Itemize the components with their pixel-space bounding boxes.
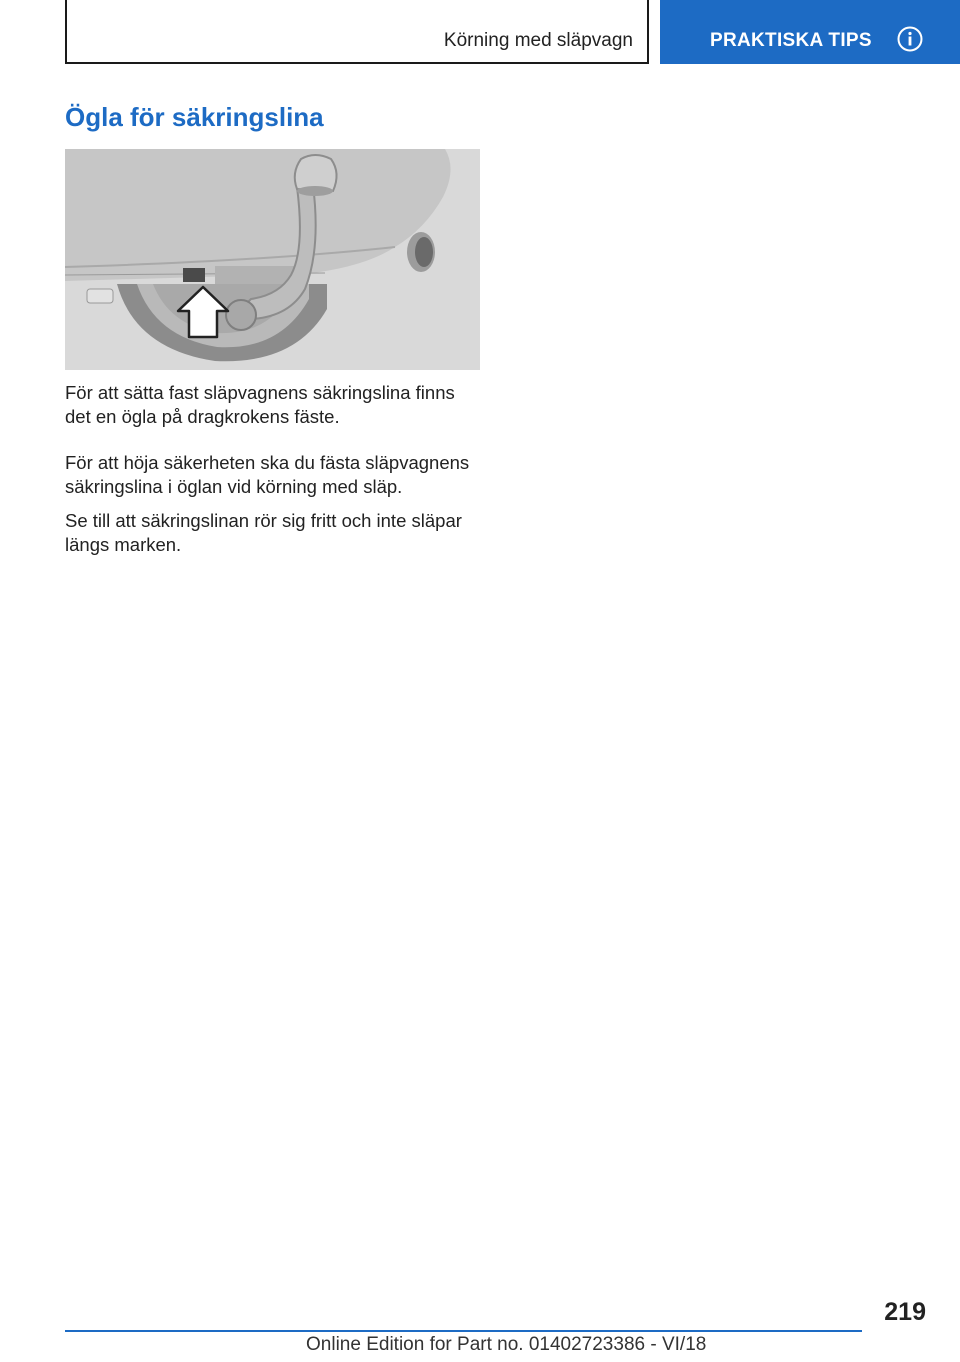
header-chapter-title: Körning med släpvagn bbox=[443, 30, 633, 51]
trailer-hitch-illustration bbox=[65, 149, 480, 370]
header-chapter-box bbox=[65, 0, 649, 64]
header-section-tab[interactable] bbox=[660, 0, 960, 64]
section-title: Ögla för säkringslina bbox=[65, 102, 324, 132]
footer-edition: Online Edition for Part no. 01402723386 - VI/18 bbox=[306, 1334, 707, 1355]
body-paragraph-2: För att höja säkerheten ska du fästa släpvagnens säkringslina i öglan vid körning med släp. bbox=[65, 452, 470, 497]
body-paragraph-3: Se till att säkringslinan rör sig fritt och inte släpar längs marken. bbox=[65, 510, 462, 555]
footer-rule bbox=[65, 1330, 862, 1332]
header-section-tab-label: PRAKTISKA TIPS bbox=[710, 30, 872, 51]
info-icon[interactable] bbox=[897, 26, 923, 52]
body-paragraph-1: För att sätta fast släpvagnens säkringslina finns det en ögla på dragkrokens fäste. bbox=[65, 382, 455, 427]
page-number: 219 bbox=[884, 1298, 926, 1326]
